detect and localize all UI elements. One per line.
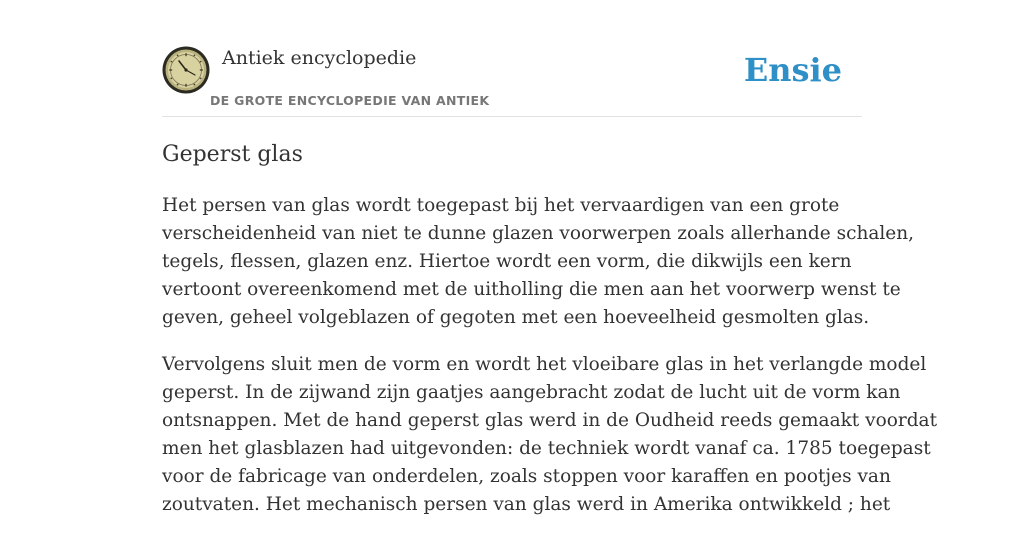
text-line: ontsnappen. Met de hand geperst glas werd in de Oudheid reeds gemaakt voordat <box>162 410 938 431</box>
ensie-brand-link[interactable]: Ensie <box>743 51 842 89</box>
text-line: geven, geheel volgeblazen of gegoten met een hoeveelheid gesmolten glas. <box>162 307 870 328</box>
text-line: Vervolgens sluit men de vorm en wordt het vloeibare glas in het verlangde model <box>162 354 927 375</box>
text-line: men het glasblazen had uitgevonden: de techniek wordt vanaf ca. 1785 toegepast <box>162 438 931 459</box>
site-header <box>162 0 862 117</box>
article-title: Geperst glas <box>162 142 303 167</box>
article-body <box>162 192 938 538</box>
site-title[interactable]: Antiek encyclopedie <box>222 47 417 69</box>
text-line: vertoont overeenkomend met de uitholling die men aan het voorwerp wenst te <box>162 279 901 300</box>
text-line: verscheidenheid van niet te dunne glazen voorwerpen zoals allerhande schalen, <box>162 223 915 244</box>
text-line: Het persen van glas wordt toegepast bij het vervaardigen van een grote <box>162 195 840 216</box>
antique-clock-icon[interactable] <box>162 46 210 94</box>
text-line: zoutvaten. Het mechanisch persen van glas werd in Amerika ontwikkeld ; het <box>162 494 891 515</box>
site-subtitle: DE GROTE ENCYCLOPEDIE VAN ANTIEK <box>210 93 490 108</box>
page <box>162 0 938 515</box>
text-line: geperst. In de zijwand zijn gaatjes aangebracht zodat de lucht uit de vorm kan <box>162 382 901 403</box>
article-paragraph <box>162 351 938 519</box>
text-line: tegels, flessen, glazen enz. Hiertoe wordt een vorm, die dikwijls een kern <box>162 251 852 272</box>
text-line: voor de fabricage van onderdelen, zoals stoppen voor karaffen en pootjes van <box>162 466 891 487</box>
article-paragraph <box>162 192 915 332</box>
